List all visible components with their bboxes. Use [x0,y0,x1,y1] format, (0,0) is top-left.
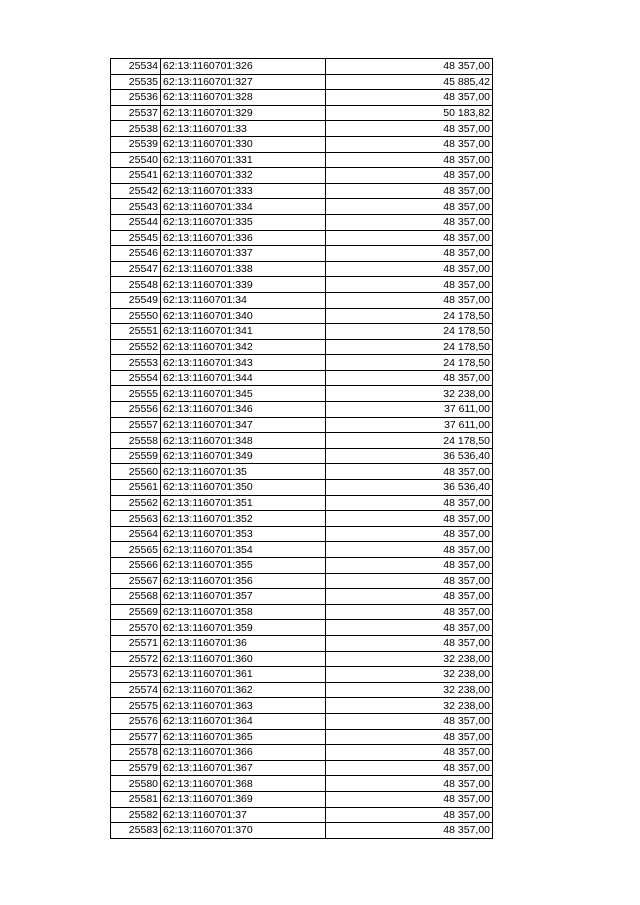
value-cell: 48 357,00 [326,823,493,839]
value-cell: 48 357,00 [326,136,493,152]
row-number-cell: 25536 [111,90,161,106]
value-cell: 48 357,00 [326,370,493,386]
cadastral-number-cell: 62:13:1160701:362 [161,682,326,698]
cadastral-number-cell: 62:13:1160701:361 [161,667,326,683]
table-row [111,214,493,230]
cadastral-number-cell: 62:13:1160701:330 [161,136,326,152]
row-number-cell: 25541 [111,168,161,184]
table-row [111,152,493,168]
cadastral-number-cell: 62:13:1160701:326 [161,59,326,75]
table-row [111,589,493,605]
table-row [111,526,493,542]
table-row [111,355,493,371]
row-number-cell: 25548 [111,277,161,293]
row-number-cell: 25551 [111,324,161,340]
value-cell: 37 611,00 [326,402,493,418]
table-row [111,667,493,683]
cadastral-number-cell: 62:13:1160701:342 [161,339,326,355]
cadastral-number-cell: 62:13:1160701:370 [161,823,326,839]
row-number-cell: 25545 [111,230,161,246]
cadastral-number-cell: 62:13:1160701:365 [161,729,326,745]
table-row [111,635,493,651]
value-cell: 24 178,50 [326,433,493,449]
table-row [111,308,493,324]
value-cell: 48 357,00 [326,745,493,761]
row-number-cell: 25550 [111,308,161,324]
cadastral-number-cell: 62:13:1160701:339 [161,277,326,293]
cadastral-number-cell: 62:13:1160701:350 [161,480,326,496]
value-cell: 48 357,00 [326,635,493,651]
cadastral-number-cell: 62:13:1160701:357 [161,589,326,605]
row-number-cell: 25565 [111,542,161,558]
row-number-cell: 25558 [111,433,161,449]
row-number-cell: 25579 [111,760,161,776]
value-cell: 48 357,00 [326,152,493,168]
row-number-cell: 25549 [111,292,161,308]
table-row [111,199,493,215]
value-cell: 48 357,00 [326,791,493,807]
value-cell: 48 357,00 [326,760,493,776]
table-row [111,823,493,839]
cadastral-number-cell: 62:13:1160701:336 [161,230,326,246]
value-cell: 48 357,00 [326,526,493,542]
row-number-cell: 25554 [111,370,161,386]
row-number-cell: 25556 [111,402,161,418]
table-row [111,261,493,277]
cadastral-number-cell: 62:13:1160701:355 [161,558,326,574]
value-cell: 45 885,42 [326,74,493,90]
value-cell: 48 357,00 [326,199,493,215]
table-row [111,339,493,355]
cadastral-value-table [110,58,493,839]
row-number-cell: 25578 [111,745,161,761]
table-row [111,495,493,511]
value-cell: 48 357,00 [326,807,493,823]
cadastral-number-cell: 62:13:1160701:349 [161,448,326,464]
value-cell: 48 357,00 [326,495,493,511]
table-row [111,277,493,293]
cadastral-number-cell: 62:13:1160701:345 [161,386,326,402]
value-cell: 48 357,00 [326,542,493,558]
cadastral-number-cell: 62:13:1160701:344 [161,370,326,386]
value-cell: 24 178,50 [326,355,493,371]
value-cell: 32 238,00 [326,682,493,698]
cadastral-number-cell: 62:13:1160701:328 [161,90,326,106]
row-number-cell: 25575 [111,698,161,714]
value-cell: 24 178,50 [326,324,493,340]
value-cell: 48 357,00 [326,292,493,308]
cadastral-number-cell: 62:13:1160701:334 [161,199,326,215]
value-cell: 48 357,00 [326,277,493,293]
value-cell: 24 178,50 [326,308,493,324]
table-row [111,729,493,745]
row-number-cell: 25547 [111,261,161,277]
value-cell: 48 357,00 [326,604,493,620]
table-row [111,713,493,729]
row-number-cell: 25568 [111,589,161,605]
cadastral-number-cell: 62:13:1160701:34 [161,292,326,308]
cadastral-number-cell: 62:13:1160701:343 [161,355,326,371]
table-row [111,105,493,121]
table-row [111,573,493,589]
value-cell: 48 357,00 [326,729,493,745]
cadastral-number-cell: 62:13:1160701:348 [161,433,326,449]
cadastral-number-cell: 62:13:1160701:36 [161,635,326,651]
row-number-cell: 25562 [111,495,161,511]
cadastral-number-cell: 62:13:1160701:333 [161,183,326,199]
cadastral-number-cell: 62:13:1160701:37 [161,807,326,823]
value-cell: 48 357,00 [326,168,493,184]
cadastral-number-cell: 62:13:1160701:369 [161,791,326,807]
value-cell: 32 238,00 [326,698,493,714]
value-cell: 48 357,00 [326,620,493,636]
value-cell: 50 183,82 [326,105,493,121]
row-number-cell: 25540 [111,152,161,168]
row-number-cell: 25572 [111,651,161,667]
row-number-cell: 25577 [111,729,161,745]
table-row [111,682,493,698]
table-row [111,760,493,776]
value-cell: 48 357,00 [326,464,493,480]
table-row [111,448,493,464]
cadastral-number-cell: 62:13:1160701:359 [161,620,326,636]
cadastral-number-cell: 62:13:1160701:341 [161,324,326,340]
row-number-cell: 25544 [111,214,161,230]
row-number-cell: 25537 [111,105,161,121]
value-cell: 48 357,00 [326,589,493,605]
cadastral-number-cell: 62:13:1160701:367 [161,760,326,776]
value-cell: 36 536,40 [326,480,493,496]
row-number-cell: 25559 [111,448,161,464]
cadastral-number-cell: 62:13:1160701:360 [161,651,326,667]
cadastral-number-cell: 62:13:1160701:368 [161,776,326,792]
cadastral-number-cell: 62:13:1160701:340 [161,308,326,324]
table-row [111,542,493,558]
table-body [111,59,493,839]
value-cell: 48 357,00 [326,558,493,574]
row-number-cell: 25580 [111,776,161,792]
row-number-cell: 25534 [111,59,161,75]
row-number-cell: 25566 [111,558,161,574]
row-number-cell: 25574 [111,682,161,698]
cadastral-number-cell: 62:13:1160701:346 [161,402,326,418]
value-cell: 48 357,00 [326,776,493,792]
value-cell: 48 357,00 [326,573,493,589]
value-cell: 32 238,00 [326,651,493,667]
row-number-cell: 25542 [111,183,161,199]
row-number-cell: 25543 [111,199,161,215]
table-row [111,417,493,433]
row-number-cell: 25557 [111,417,161,433]
table-row [111,90,493,106]
row-number-cell: 25564 [111,526,161,542]
value-cell: 48 357,00 [326,230,493,246]
row-number-cell: 25569 [111,604,161,620]
table-row [111,74,493,90]
row-number-cell: 25576 [111,713,161,729]
table-row [111,620,493,636]
cadastral-number-cell: 62:13:1160701:358 [161,604,326,620]
value-cell: 48 357,00 [326,246,493,262]
cadastral-number-cell: 62:13:1160701:327 [161,74,326,90]
cadastral-number-cell: 62:13:1160701:364 [161,713,326,729]
value-cell: 48 357,00 [326,121,493,137]
cadastral-number-cell: 62:13:1160701:352 [161,511,326,527]
cadastral-number-cell: 62:13:1160701:335 [161,214,326,230]
row-number-cell: 25573 [111,667,161,683]
table-row [111,136,493,152]
table-row [111,324,493,340]
table-row [111,651,493,667]
value-cell: 48 357,00 [326,183,493,199]
table-row [111,776,493,792]
table-row [111,292,493,308]
cadastral-number-cell: 62:13:1160701:347 [161,417,326,433]
row-number-cell: 25552 [111,339,161,355]
table-row [111,745,493,761]
value-cell: 48 357,00 [326,713,493,729]
value-cell: 48 357,00 [326,261,493,277]
value-cell: 36 536,40 [326,448,493,464]
table-row [111,59,493,75]
table-row [111,370,493,386]
row-number-cell: 25561 [111,480,161,496]
cadastral-number-cell: 62:13:1160701:356 [161,573,326,589]
cadastral-number-cell: 62:13:1160701:351 [161,495,326,511]
cadastral-number-cell: 62:13:1160701:353 [161,526,326,542]
row-number-cell: 25582 [111,807,161,823]
row-number-cell: 25553 [111,355,161,371]
cadastral-number-cell: 62:13:1160701:337 [161,246,326,262]
table-row [111,558,493,574]
row-number-cell: 25583 [111,823,161,839]
table-row [111,511,493,527]
value-cell: 37 611,00 [326,417,493,433]
table-row [111,121,493,137]
value-cell: 24 178,50 [326,339,493,355]
row-number-cell: 25567 [111,573,161,589]
value-cell: 32 238,00 [326,386,493,402]
cadastral-number-cell: 62:13:1160701:329 [161,105,326,121]
cadastral-number-cell: 62:13:1160701:338 [161,261,326,277]
table-row [111,464,493,480]
value-cell: 32 238,00 [326,667,493,683]
value-cell: 48 357,00 [326,214,493,230]
table-row [111,230,493,246]
row-number-cell: 25555 [111,386,161,402]
cadastral-number-cell: 62:13:1160701:366 [161,745,326,761]
cadastral-number-cell: 62:13:1160701:35 [161,464,326,480]
row-number-cell: 25538 [111,121,161,137]
row-number-cell: 25539 [111,136,161,152]
table-row [111,604,493,620]
row-number-cell: 25535 [111,74,161,90]
row-number-cell: 25546 [111,246,161,262]
table-row [111,402,493,418]
cadastral-number-cell: 62:13:1160701:33 [161,121,326,137]
value-cell: 48 357,00 [326,90,493,106]
table-row [111,433,493,449]
table-row [111,807,493,823]
cadastral-number-cell: 62:13:1160701:332 [161,168,326,184]
table-row [111,246,493,262]
row-number-cell: 25560 [111,464,161,480]
table-row [111,168,493,184]
cadastral-number-cell: 62:13:1160701:363 [161,698,326,714]
value-cell: 48 357,00 [326,511,493,527]
row-number-cell: 25563 [111,511,161,527]
row-number-cell: 25581 [111,791,161,807]
row-number-cell: 25571 [111,635,161,651]
table-row [111,183,493,199]
row-number-cell: 25570 [111,620,161,636]
table-row [111,698,493,714]
table-row [111,791,493,807]
cadastral-number-cell: 62:13:1160701:354 [161,542,326,558]
table-row [111,480,493,496]
table-row [111,386,493,402]
cadastral-number-cell: 62:13:1160701:331 [161,152,326,168]
value-cell: 48 357,00 [326,59,493,75]
